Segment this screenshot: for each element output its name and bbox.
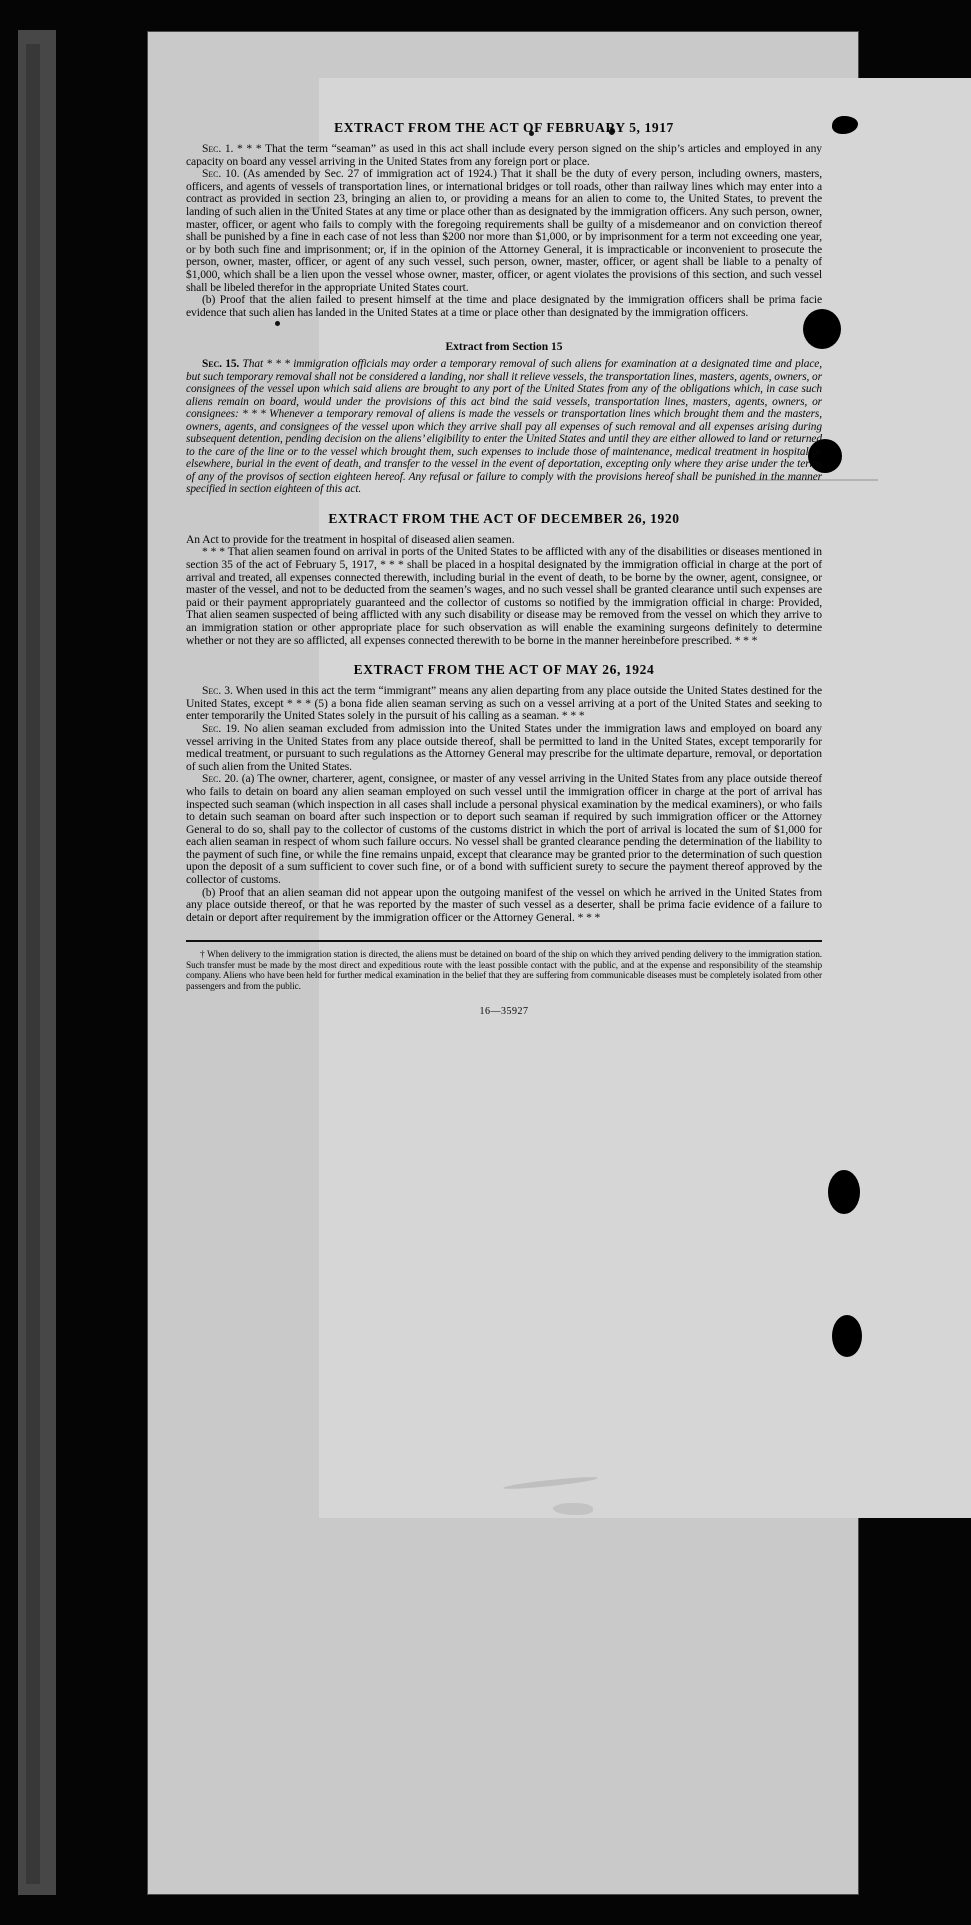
paragraph-text: That * * * immigration officials may order a temporary removal of such aliens for examination at a designated time and place, but such temporary removal shall not be considered a landing, nor shall it relieve vessels, the transportation lines, masters, agents, owners, or consignees of the vessel upon which said aliens are brought to any port of the United States from any of the obligations which, in case such aliens remain on board, would under the provisions of this act bind the said vessels, transportation lines, masters, agents, owners, or consignees: * * * Whenever a temporary removal of aliens is made the vessels or transportation lines which brought them and the masters, owners, agents, and consignees of the vessel upon which they arrive shall pay all expenses of such removal and all expenses arising during subsequent detention, pending decision on the aliens’ eligibility to enter the United States and until they are either allowed to land or returned to the care of the line or to the vessel which brought them, such expenses to include those of maintenance, medical treatment in hospital or elsewhere, burial in the event of death, and transfer to the vessel in the event of deportation, excepting only where they arise under the terms of any of the provisos of section eighteen hereof. Any refusal or failure to comply with the provisions hereof shall be punished in the manner specified in section eighteen of this act. (186, 358, 822, 496)
paragraph-text: No alien seaman excluded from admission into the United States under the immigration laws and employed on board any vessel arriving in the United States from any place outside thereof, shall be permitted to land in the United States, except temporarily for medical treatment, or pursuant to such regulations as the Attorney General may prescribe for the ultimate departure, removal, or deportation of such alien from the United States. (186, 721, 822, 773)
film-edge-inner-strip (26, 44, 40, 1884)
paragraph-1924-sec-19 (186, 723, 822, 773)
paragraph-lead: Sec. 20. (202, 772, 239, 786)
footnote-text (186, 950, 822, 992)
paragraph-text: Proof that an alien seaman did not appear upon the outgoing manifest of the vessel on which he arrived in the United States from any place outside thereof, or that he was reported by the master of such vessel as a deserter, shall be prima facie evidence of a failure to detain or deport after requirement by the immigration officer or the Attorney General. * * * (186, 885, 822, 924)
spacer (186, 496, 822, 511)
paragraph-text: An Act to provide for the treatment in hospital of diseased alien seamen. (186, 532, 515, 546)
paragraph-sec-15 (186, 358, 822, 496)
paragraph-text: * * * That the term “seaman” as used in this act shall include every person signed on the ship’s articles and employed in any capacity on board any vessel arriving in the United States from any foreign port or place. (186, 142, 822, 168)
paragraph-text: Proof that the alien failed to present himself at the time and place designated by the immigration officers shall be prima facie evidence that such alien has landed in the United States at a time or place other than designated by the immigration officers. (186, 293, 822, 319)
paragraph-lead: Sec. 10. (202, 167, 240, 181)
paragraph-sec-1 (186, 143, 822, 168)
paragraph-lead: Sec. 15. (202, 358, 240, 371)
page-footer-number: 16—35927 (479, 1006, 529, 1018)
paragraph-1924-sec-20-a (186, 773, 822, 886)
paragraph-text: (a) The owner, charterer, agent, consignee, or master of any vessel arriving in the United States from any place outside thereof who fails to detain on board any alien seaman employed on such vessel until the immigration officer in charge at the port of arrival has inspected such seaman (which inspection in all cases shall include a personal physical examination by the medical examiners), or who fails to detain such seaman on board after such inspection or to deport such seaman if required by such immigration officer or the Attorney General to do so, shall pay to the collector of customs of the customs district in which the port of arrival is located the sum of $1,000 for each alien seaman in respect of whom such failure occurs. No vessel shall be granted clearance pending the determination of the liability to the payment of such fine, or while the fine remains unpaid, except that clearance may be granted prior to the determination of such question upon the deposit of a sum sufficient to cover such fine, or of a bond with sufficient surety to secure the payment thereof approved by the collector of customs. (186, 772, 822, 887)
subheading-section-15: Extract from Section 15 (445, 341, 563, 354)
paragraph-text: When used in this act the term “immigrant” means any alien departing from any place outside the United States destined for the United States, except * * * (5) a bona fide alien seaman serving as such on a vessel arriving at a port of the United States and seeking to enter temporarily the United States solely in the pursuit of his calling as a seaman. * * * (186, 684, 822, 723)
paragraph-1924-sec-3 (186, 685, 822, 723)
paragraph-lead: Sec. 19. (202, 721, 240, 735)
spacer (186, 319, 822, 341)
footnote-marker: † (200, 950, 205, 961)
footnote-divider (186, 940, 822, 942)
paragraph-lead: (b) (202, 885, 216, 899)
smudge-artifact (553, 1503, 593, 1515)
paragraph-sec-10 (186, 168, 822, 294)
document-body (186, 120, 822, 1017)
paragraph-1920-body (186, 546, 822, 647)
section-heading-feb-1917: EXTRACT FROM THE ACT OF FEBRUARY 5, 1917 (334, 120, 674, 135)
paragraph-1924-sec-20-b (186, 887, 822, 925)
section-heading-dec-1920: EXTRACT FROM THE ACT OF DECEMBER 26, 1920 (328, 510, 680, 526)
ink-blot-artifact (828, 1170, 860, 1214)
spacer (186, 647, 822, 662)
paragraph-lead: (b) (202, 293, 216, 307)
paragraph-lead: Sec. 3. (202, 684, 233, 698)
ink-blot-artifact (832, 1315, 862, 1357)
paragraph-sec-10-b (186, 294, 822, 319)
section-heading-may-1924: EXTRACT FROM THE ACT OF MAY 26, 1924 (353, 662, 655, 678)
footnote-body: When delivery to the immigration station is directed, the aliens must be detained on board of the ship on which they arrived pending delivery to the immigration station. Such transfer must be made by the most direct and expeditious route with the least possible contact with the public, and at the expense and responsibility of the steamship company. Aliens who have been held for further medical examination in the belief that they are suffering from communicable diseases must be completely isolated from other passengers and from the public. (186, 950, 822, 992)
paragraph-text: * * * That alien seamen found on arrival in ports of the United States to be afflicted with any of the disabilities or diseases mentioned in section 35 of the act of February 5, 1917, * * * shall be placed in a hospital designated by the immigration official in charge at the port of arrival and treated, all expenses connected therewith, including burial in the event of death, to be borne by the owner, agent, consignee, or master of the vessel, and not to be deducted from the seamen’s wages, and no such vessel shall be granted clearance until such expenses are paid or their payment appropriately guaranteed and the collector of customs so notified by the immigration official in charge: Provided, That alien seamen suspected of being afflicted with any such disability or disease may be removed from the vessel on which they arrive to an immigration station or other appropriate place for such observation as will enable the examining surgeons definitely to determine whether or not they are so afflicted, all expenses connected therewith to be borne in the manner hereinbefore prescribed. * * * (186, 545, 822, 647)
paragraph-text: (As amended by Sec. 27 of immigration act of 1924.) That it shall be the duty of every person, including owners, masters, officers, and agents of vessels of transportation lines, or international bridges or toll roads, other than railway lines which may enter into a contract as provided in section 23, bringing an alien to, or providing a means for an alien to come to, the United States, to prevent the landing of such alien in the United States at any time or place other than as designated by the immigration officers. Any such person, owner, master, officer, or agent who fails to comply with the foregoing requirements shall be guilty of a misdemeanor and on conviction thereof shall be punished by a fine in each case of not less than $200 nor more than $1,000, or by imprisonment for a term not exceeding one year, or by both such fine and imprisonment; or, if in the opinion of the Attorney General, it is impracticable or inconvenient to prosecute the person, owner, master, officer, or agent of any such vessel, such person, owner, master, officer, or agent shall be liable to a penalty of $1,000, which shall be a lien upon the vessel whose owner, master, officer, or agent violates the provisions of this section, and such vessel shall be libeled therefor in the appropriate United States court. (186, 167, 823, 294)
paragraph-lead: Sec. 1. (202, 142, 234, 155)
